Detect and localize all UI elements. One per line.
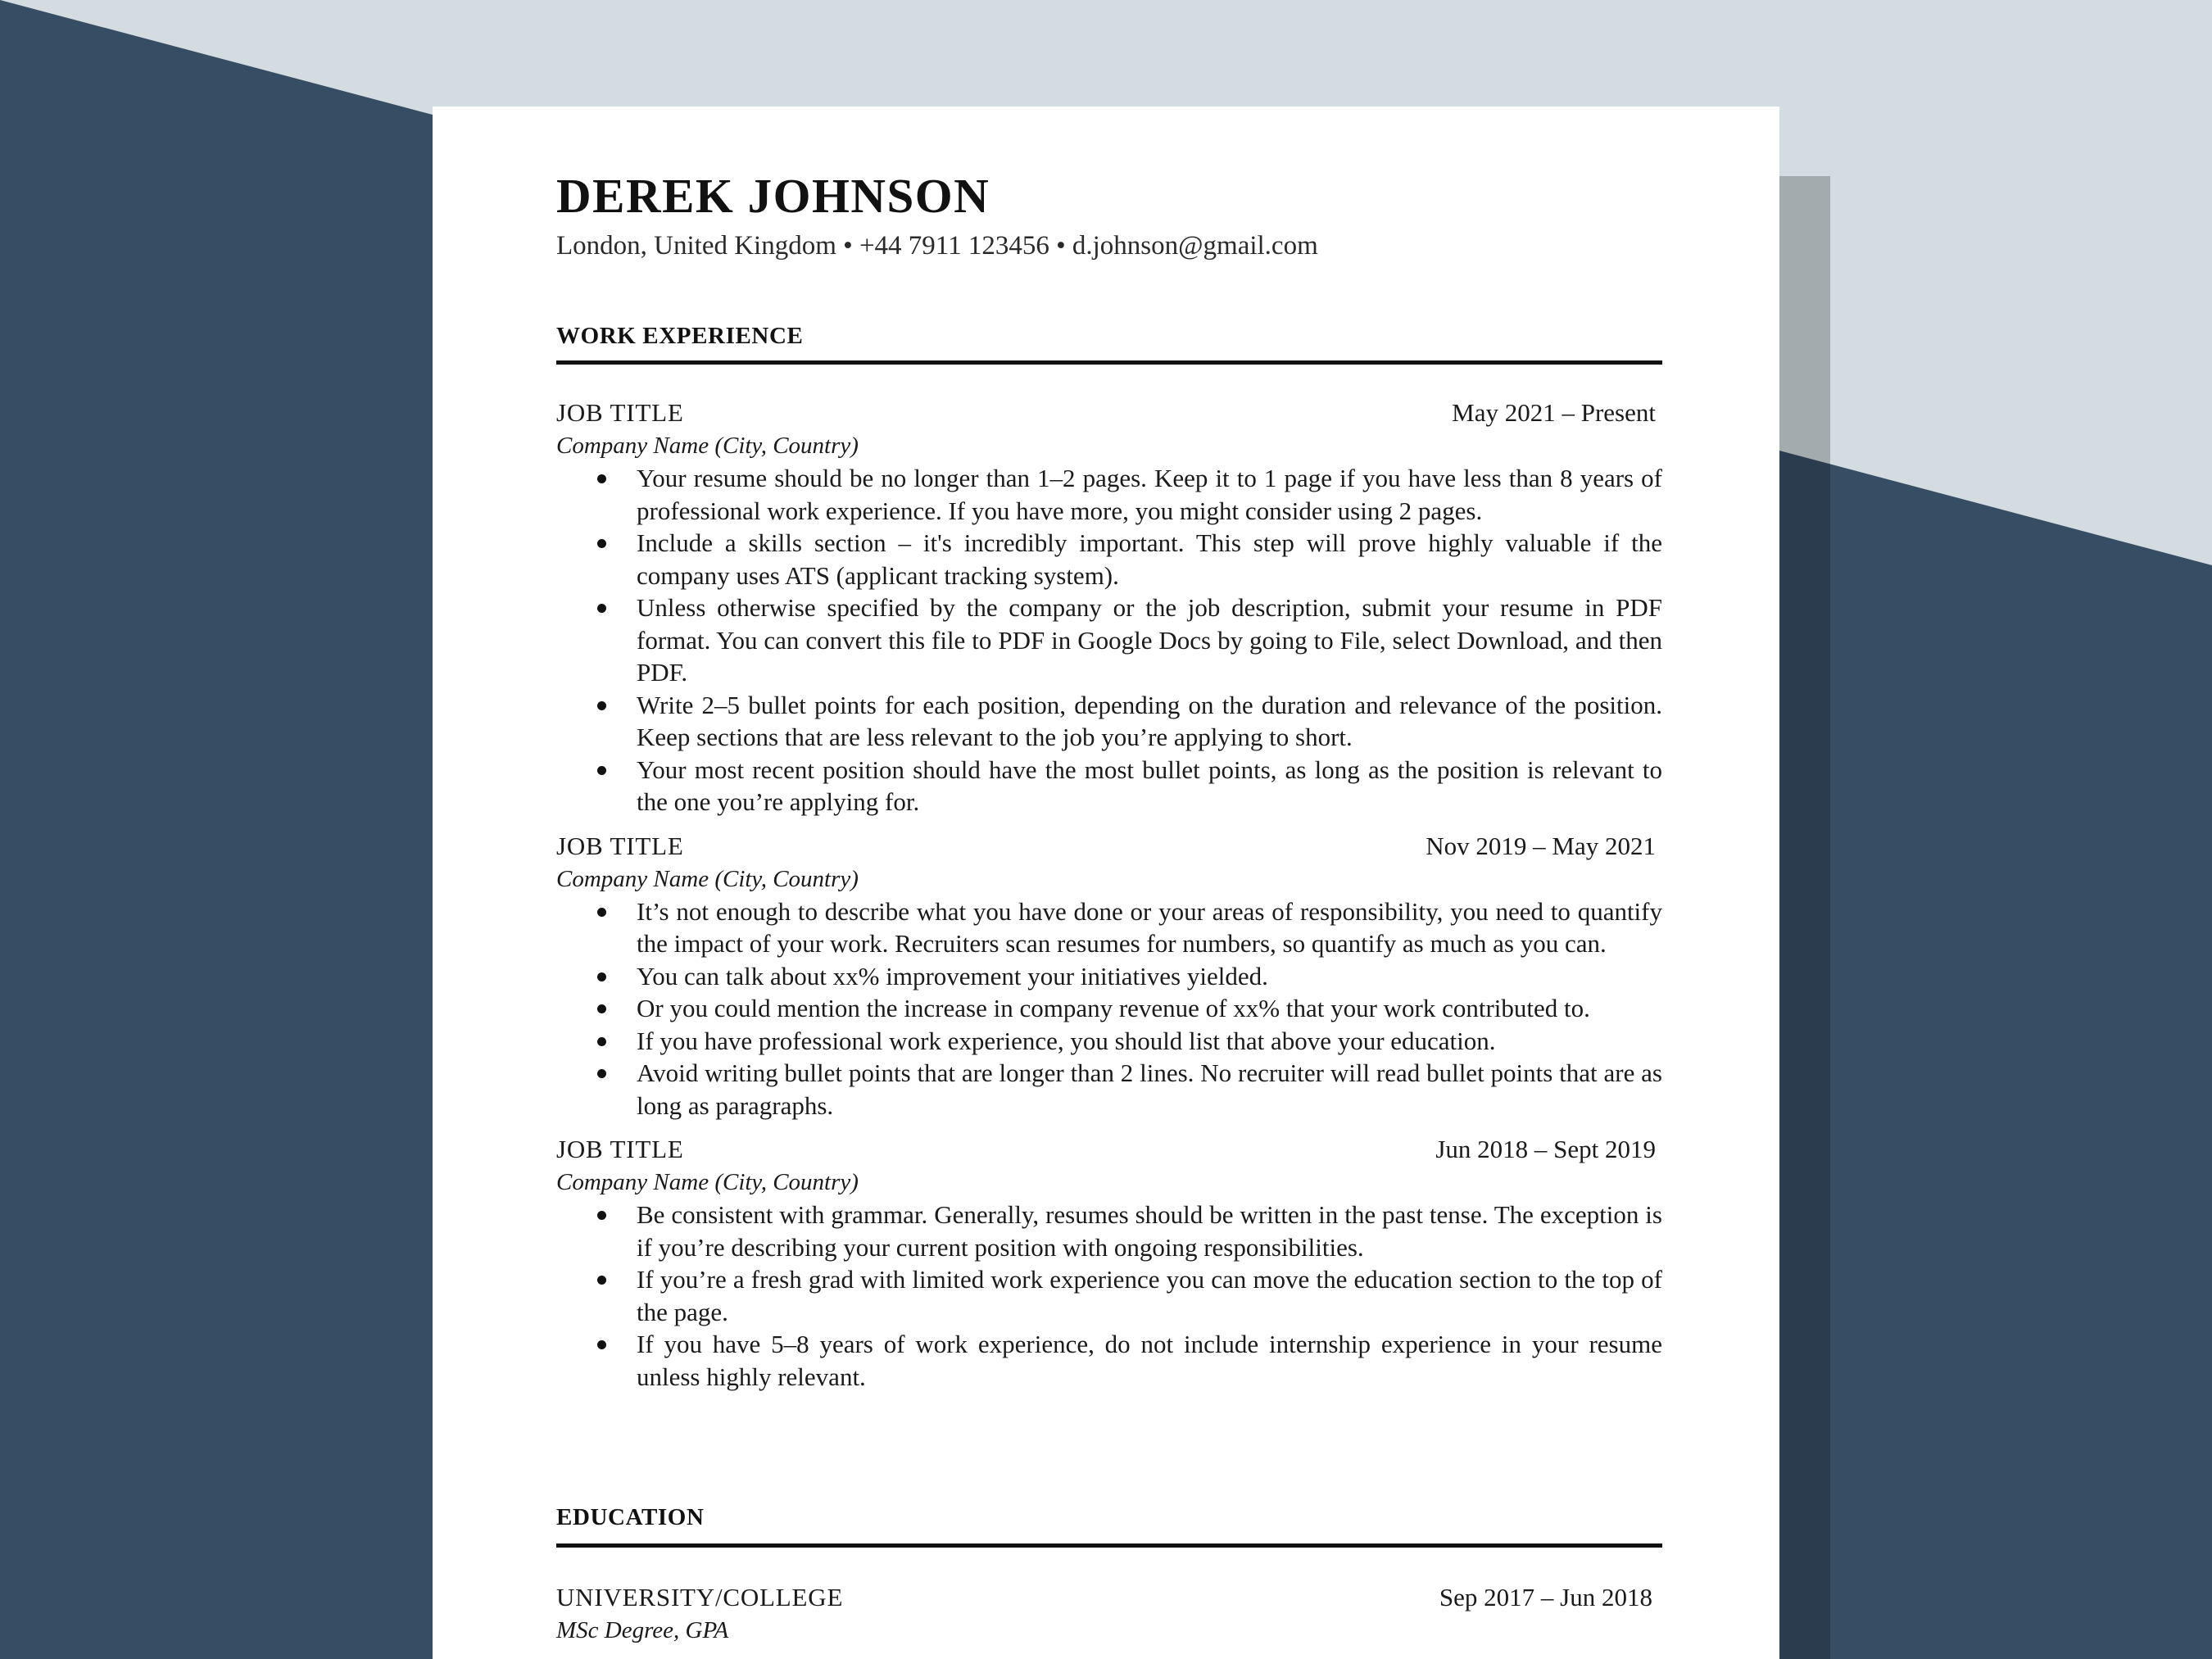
contact-line: London, United Kingdom • +44 7911 123456 • d.johnson@gmail.com: [556, 231, 1318, 261]
job-bullets: [556, 1199, 1662, 1393]
bullet-item: You can talk about xx% improvement your initiatives yielded.: [637, 960, 1662, 993]
education-heading: EDUCATION: [556, 1504, 705, 1530]
job-bullets: [556, 462, 1662, 818]
job-dates: Jun 2018 – Sept 2019: [1435, 1135, 1656, 1163]
bullet-item: If you’re a fresh grad with limited work experience you can move the education section to the top of the page.: [637, 1263, 1662, 1328]
bullet-item: Write 2–5 bullet points for each position, depending on the duration and relevance of the position. Keep sections that are less relevant to the job you’re applying to short.: [637, 689, 1662, 754]
bullet-item: Or you could mention the increase in company revenue of xx% that your work contributed to.: [637, 992, 1662, 1025]
bullet-item: Include a skills section – it's incredibly important. This step will prove highly valuable if the company uses ATS (applicant tracking system).: [637, 527, 1662, 592]
work-experience-list: [556, 397, 1662, 1393]
company-name: Company Name (City, Country): [556, 1169, 859, 1195]
bullet-item: Unless otherwise specified by the company or the job description, submit your resume in PDF format. You can convert this file to PDF in Google Docs by going to File, select Download, and then PDF.: [637, 592, 1662, 689]
degree-info: MSc Degree, GPA: [556, 1617, 729, 1643]
job-title: JOB TITLE: [556, 398, 684, 427]
education-rule: [556, 1543, 1662, 1548]
job-entry: [556, 1133, 1662, 1393]
candidate-name: DEREK JOHNSON: [556, 169, 990, 223]
bullet-item: Your resume should be no longer than 1–2 pages. Keep it to 1 page if you have less than 8 years of professional work experience. If you have more, you might consider using 2 pages.: [637, 462, 1662, 527]
institution-name: UNIVERSITY/COLLEGE: [556, 1583, 844, 1611]
job-header: [556, 830, 1662, 863]
job-dates: May 2021 – Present: [1452, 398, 1656, 427]
education-dates: Sep 2017 – Jun 2018: [1439, 1583, 1652, 1611]
job-header: [556, 1133, 1662, 1166]
resume-page: [433, 107, 1779, 1659]
company-name: Company Name (City, Country): [556, 433, 859, 459]
paper-shadow: [1779, 176, 1830, 1659]
job-title: JOB TITLE: [556, 1135, 684, 1163]
bullet-item: If you have 5–8 years of work experience, do not include internship experience in your resume unless highly relevant.: [637, 1328, 1662, 1393]
job-bullets: [556, 895, 1662, 1122]
education-list: [556, 1581, 1662, 1647]
bullet-item: If you have professional work experience, you should list that above your education.: [637, 1025, 1662, 1058]
work-experience-rule: [556, 360, 1662, 365]
education-header: [556, 1581, 1662, 1614]
job-title: JOB TITLE: [556, 831, 684, 860]
job-dates: Nov 2019 – May 2021: [1426, 831, 1656, 860]
bullet-item: Be consistent with grammar. Generally, resumes should be written in the past tense. The exception is if you’re describing your current position with ongoing responsibilities.: [637, 1199, 1662, 1263]
company-name: Company Name (City, Country): [556, 865, 859, 892]
bullet-item: Avoid writing bullet points that are longer than 2 lines. No recruiter will read bullet points that are as long as paragraphs.: [637, 1057, 1662, 1122]
job-header: [556, 397, 1662, 429]
bullet-item: It’s not enough to describe what you have done or your areas of responsibility, you need to quantify the impact of your work. Recruiters scan resumes for numbers, so quantify as much as you can.: [637, 895, 1662, 960]
work-experience-heading: WORK EXPERIENCE: [556, 323, 804, 349]
education-entry: [556, 1581, 1662, 1647]
job-entry: [556, 397, 1662, 818]
bullet-item: Your most recent position should have the most bullet points, as long as the position is relevant to the one you’re applying for.: [637, 754, 1662, 818]
job-entry: [556, 830, 1662, 1122]
